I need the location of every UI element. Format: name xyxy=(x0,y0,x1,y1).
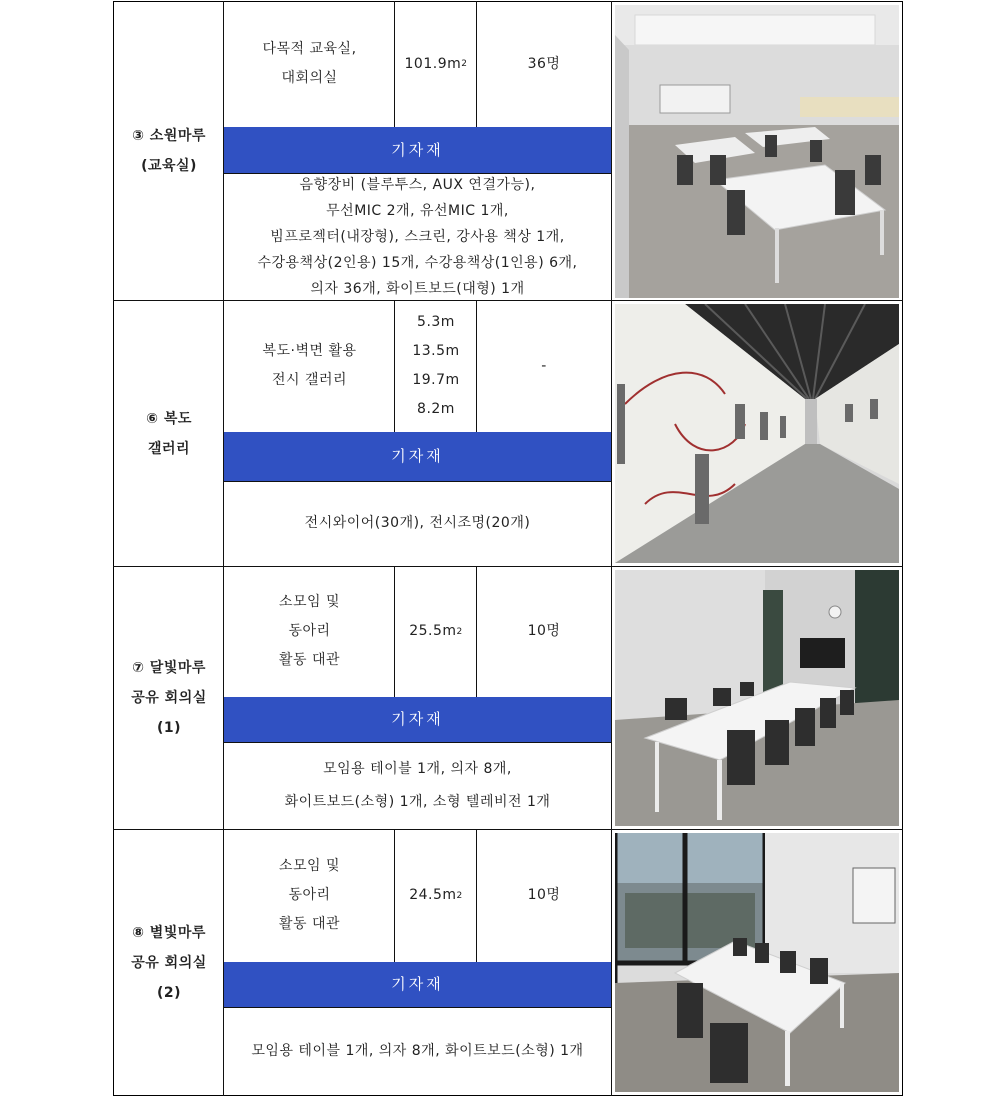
row-divider xyxy=(113,566,903,567)
table-border-right xyxy=(902,1,903,1096)
column-divider xyxy=(394,301,395,432)
table-border-bottom xyxy=(113,1095,903,1096)
column-divider xyxy=(394,1,395,127)
cell-divider xyxy=(223,1007,612,1008)
facility-name: ⑥ 복도 갤러리 xyxy=(146,410,192,457)
column-divider xyxy=(394,830,395,962)
facility-area: 24.5m 2 xyxy=(409,887,463,903)
facility-name: ③ 소원마루 (교육실) xyxy=(132,128,206,174)
column-divider xyxy=(394,567,395,697)
column-divider xyxy=(476,301,477,432)
facility-area: 25.5m 2 xyxy=(409,623,463,639)
column-divider xyxy=(476,567,477,697)
equipment-list: 음향장비 (블루투스, AUX 연결가능), 무선MIC 2개, 유선MIC 1개, 빔프로젝터(내장형), 스크린, 강사용 책상 1개, 수강용책상(2인용) 15개, 수강용책상(1인용) 6개, 의자 36개, 화이트보드(대형) 1개 xyxy=(257,176,578,297)
table-border-top xyxy=(113,1,903,2)
equipment-list: 모임용 테이블 1개, 의자 8개, 화이트보드(소형) 1개 xyxy=(251,1042,584,1059)
classroom-photo xyxy=(615,5,899,298)
column-divider xyxy=(611,1,612,1096)
row-divider xyxy=(113,300,903,301)
cell-divider xyxy=(223,742,612,743)
facility-use: 복도·벽면 활용 전시 갤러리 xyxy=(262,343,357,388)
meeting-room-2-photo xyxy=(615,833,899,1092)
facility-lengths: 5.3m 13.5m 19.7m 8.2m xyxy=(412,314,460,417)
meeting-room-1-photo xyxy=(615,570,899,826)
facility-capacity: 10명 xyxy=(527,623,561,639)
facility-use: 소모임 및 동아리 활동 대관 xyxy=(278,858,341,932)
equipment-list: 모임용 테이블 1개, 의자 8개, 화이트보드(소형) 1개, 소형 텔레비전 1개 xyxy=(284,760,551,810)
gallery-corridor-photo xyxy=(615,304,899,563)
equipment-header: 기자재 xyxy=(224,432,611,481)
column-divider xyxy=(476,1,477,127)
equipment-header: 기자재 xyxy=(224,127,611,173)
column-divider xyxy=(476,830,477,962)
equipment-header: 기자재 xyxy=(224,962,611,1007)
facility-capacity: - xyxy=(541,357,547,374)
row-divider xyxy=(113,829,903,830)
facility-name: ⑧ 별빛마루 공유 회의실 (2) xyxy=(131,924,207,1001)
table-border-left xyxy=(113,1,114,1096)
facility-area: 101.9m 2 xyxy=(404,55,468,72)
facility-capacity: 36명 xyxy=(527,55,561,72)
cell-divider xyxy=(223,173,612,174)
cell-divider xyxy=(223,481,612,482)
facility-name: ⑦ 달빛마루 공유 회의실 (1) xyxy=(131,660,207,736)
equipment-list: 전시와이어(30개), 전시조명(20개) xyxy=(304,515,531,531)
facility-use: 다목적 교육실, 대회의실 xyxy=(262,41,357,86)
equipment-header: 기자재 xyxy=(224,697,611,742)
column-divider xyxy=(223,1,224,1096)
facility-capacity: 10명 xyxy=(527,887,561,903)
facility-use: 소모임 및 동아리 활동 대관 xyxy=(278,594,341,668)
